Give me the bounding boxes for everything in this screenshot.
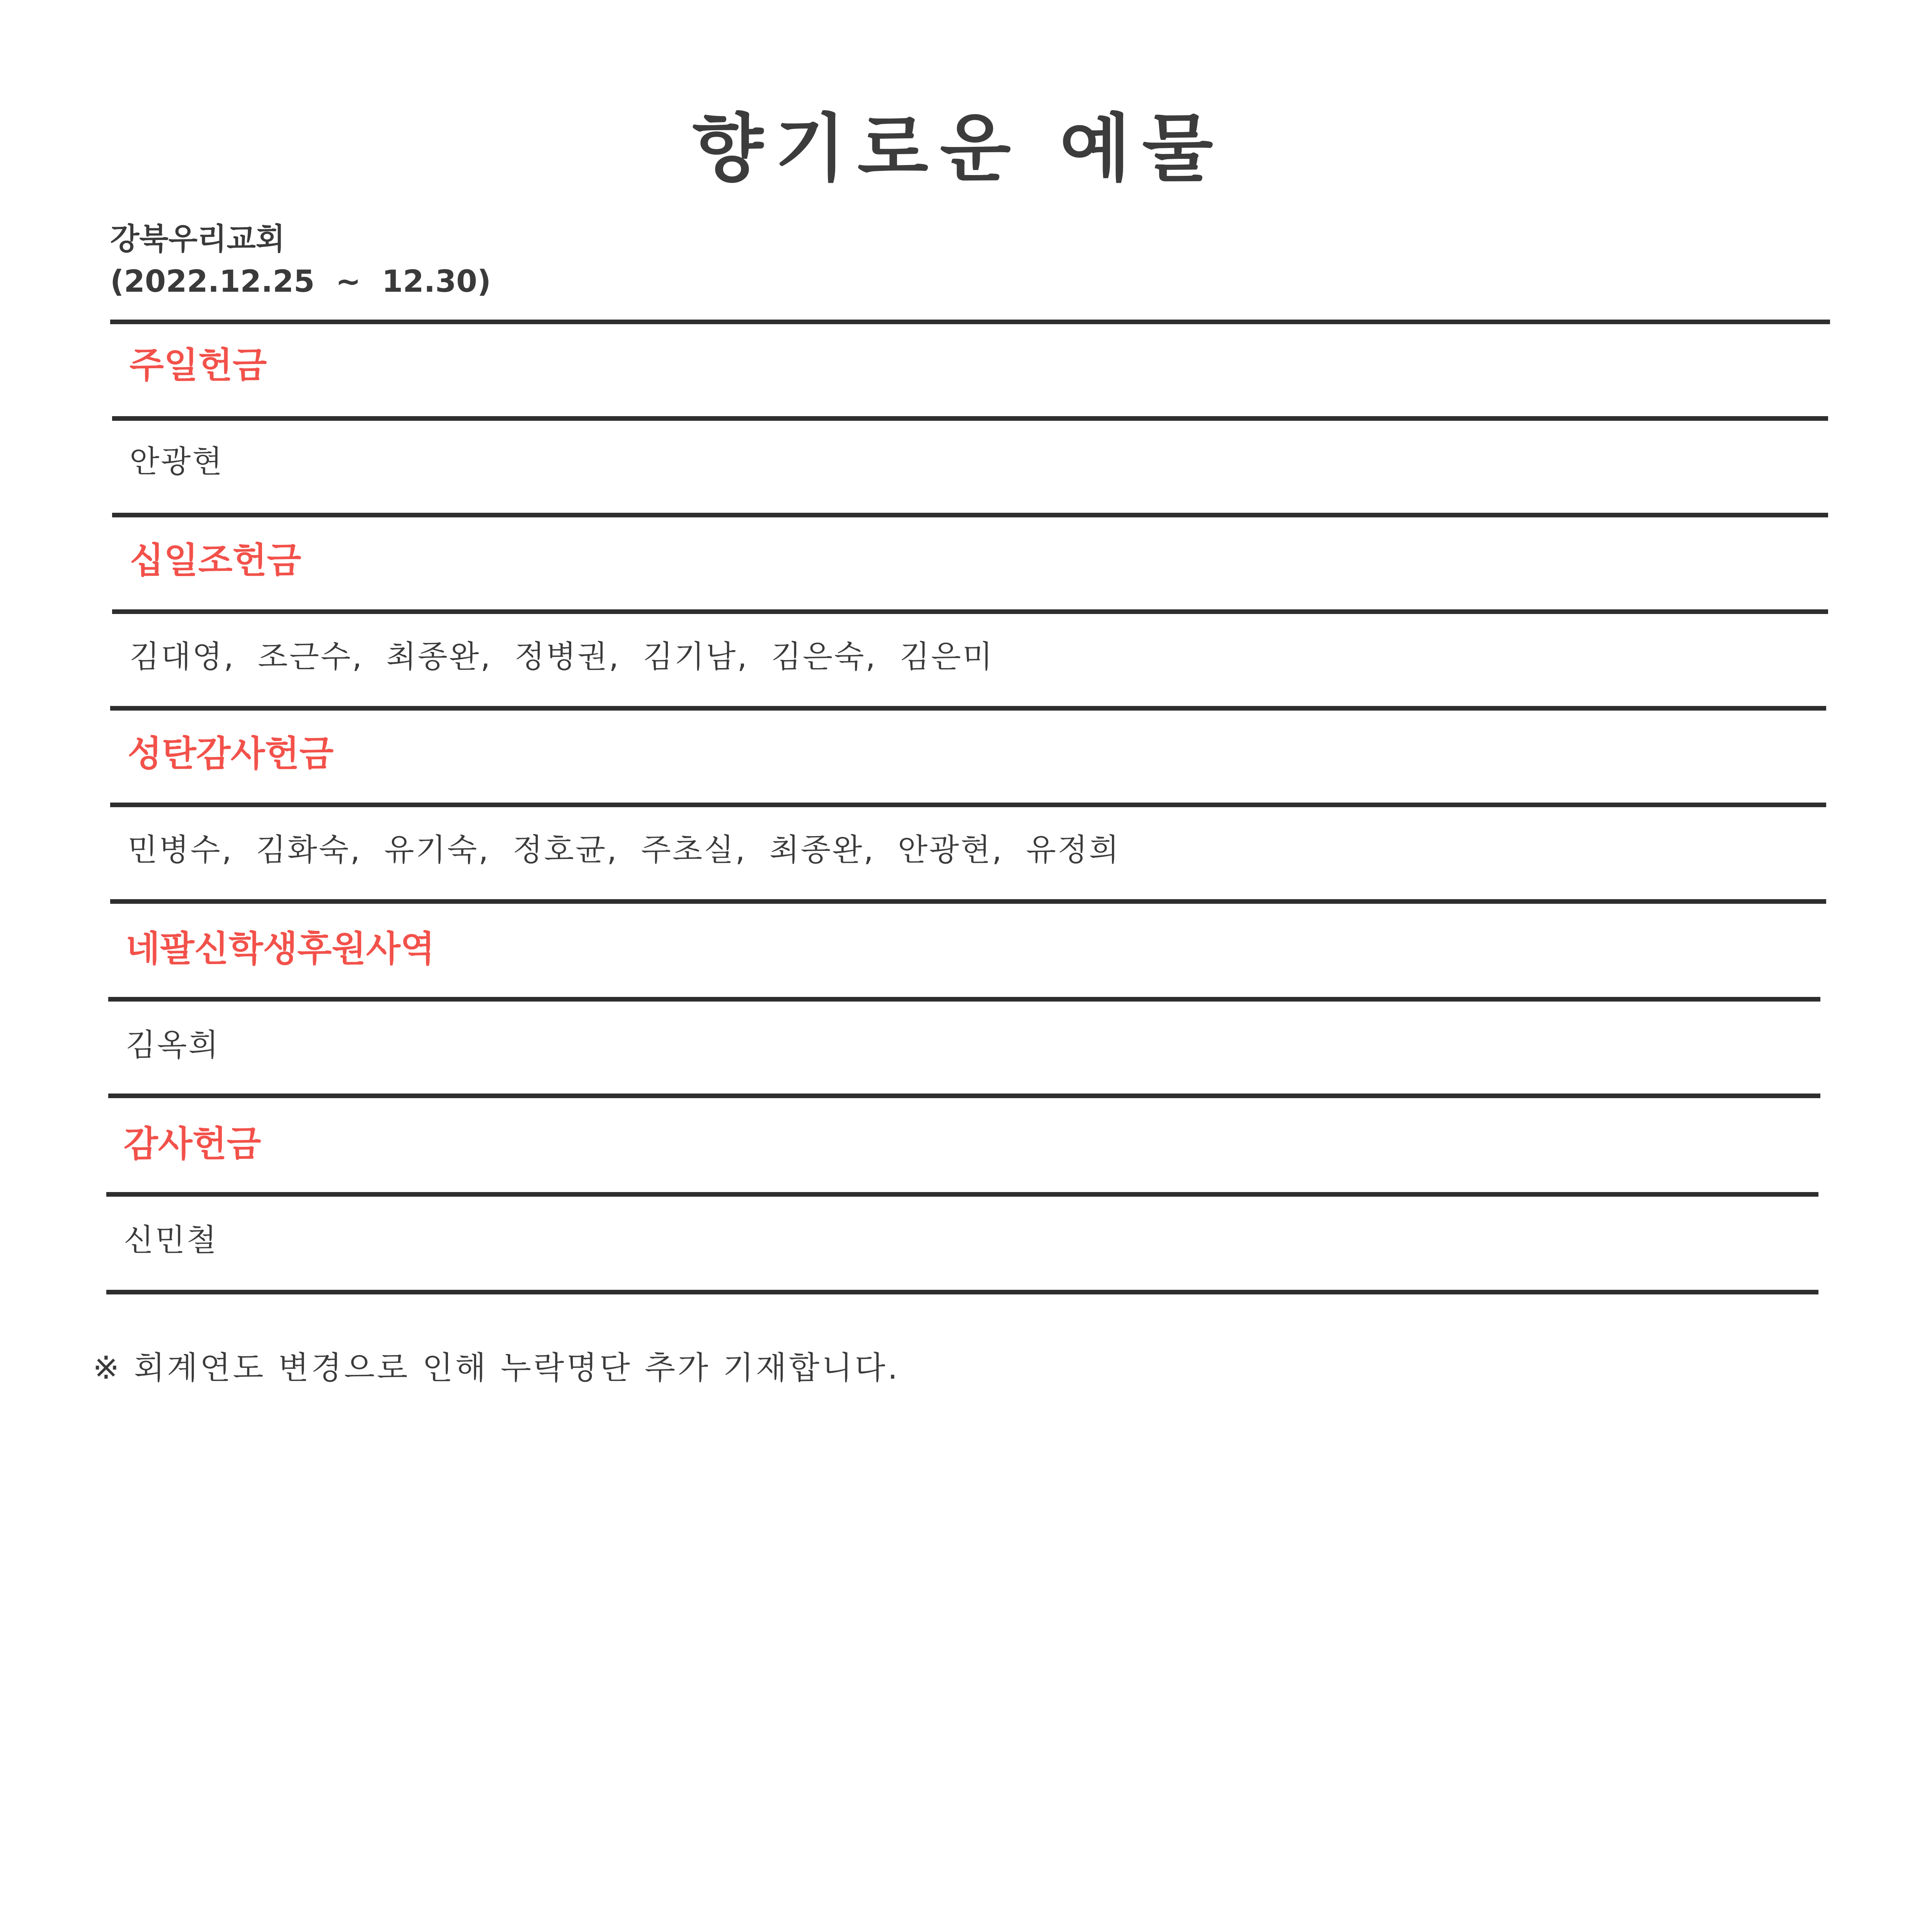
divider — [108, 1094, 1820, 1098]
divider — [112, 513, 1828, 517]
section-title-christmas-thanksgiving: 성탄감사헌금 — [128, 733, 334, 774]
divider — [112, 416, 1828, 421]
section-title-tithe: 십일조헌금 — [129, 540, 301, 581]
divider — [106, 1192, 1818, 1197]
section-names-nepal-seminary: 김옥희 — [126, 1027, 220, 1063]
divider — [110, 706, 1826, 711]
divider-top — [110, 320, 1830, 324]
section-names-tithe: 김대영, 조근수, 최종완, 정병권, 김기남, 김은숙, 김은미 — [129, 639, 994, 675]
footnote: ※ 회계연도 변경으로 인해 누락명단 추가 기재합니다. — [93, 1350, 900, 1386]
church-name: 강북우리교회 — [110, 222, 285, 257]
divider — [110, 899, 1826, 904]
divider — [112, 609, 1828, 614]
divider — [108, 997, 1820, 1002]
divider — [110, 803, 1826, 807]
section-title-thanksgiving: 감사헌금 — [124, 1123, 261, 1165]
page-title: 향기로운 예물 — [692, 106, 1225, 191]
section-names-thanksgiving: 신민철 — [124, 1222, 218, 1258]
section-title-nepal-seminary: 네팔신학생후원사역 — [126, 928, 435, 969]
section-names-christmas-thanksgiving: 민병수, 김화숙, 유기숙, 정호균, 주초실, 최종완, 안광현, 유정희 — [128, 832, 1120, 868]
date-range: (2022.12.25 ~ 12.30) — [110, 264, 491, 299]
section-names-sunday-offering: 안광현 — [129, 444, 224, 480]
section-title-sunday-offering: 주일헌금 — [129, 345, 267, 386]
divider-bottom — [106, 1290, 1818, 1294]
